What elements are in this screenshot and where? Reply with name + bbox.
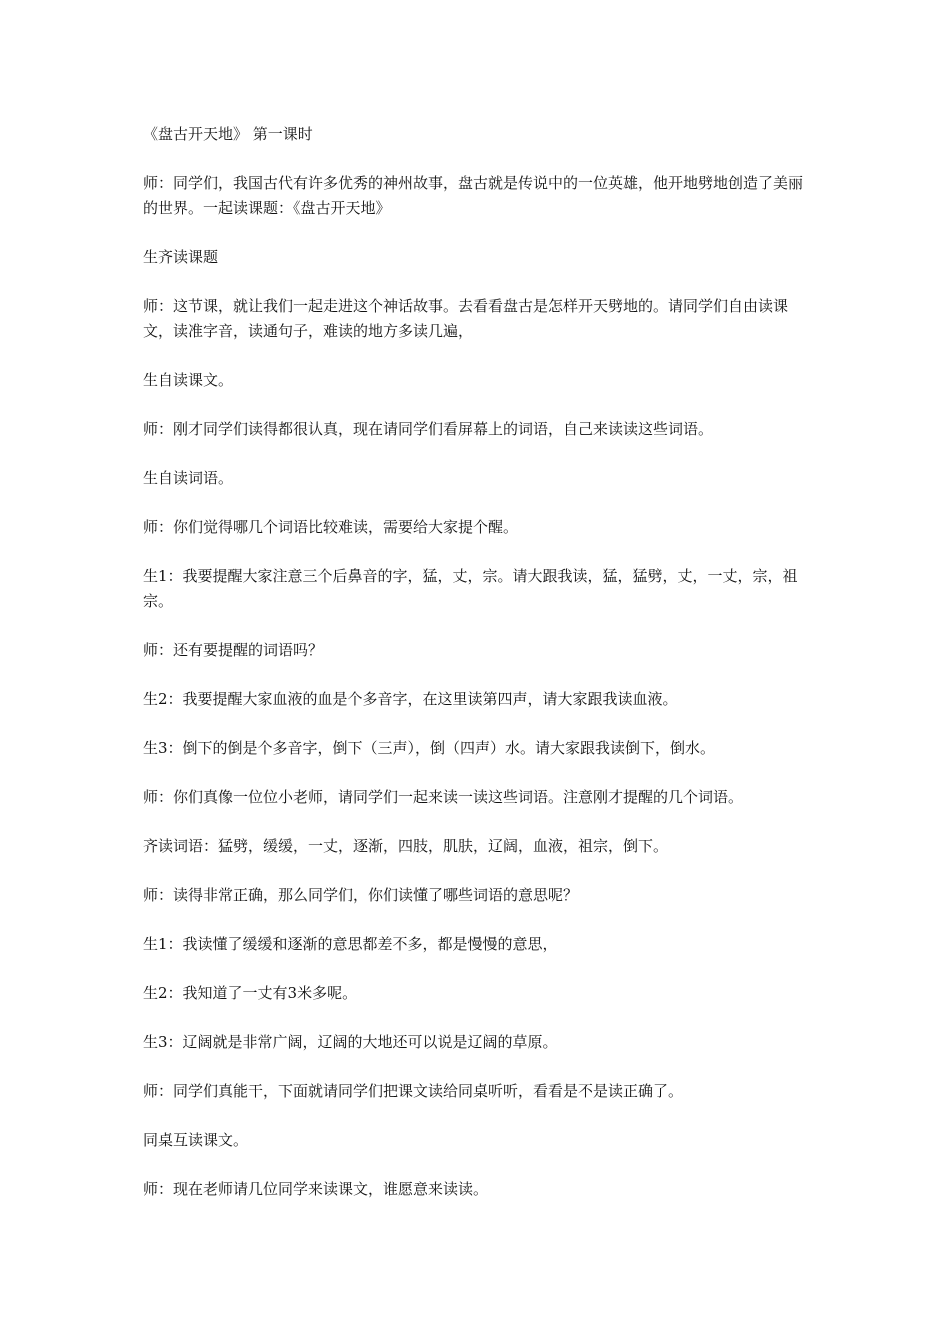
paragraph: 生自读词语。 <box>143 469 234 487</box>
paragraph: 生2：我要提醒大家血液的血是个多音字，在这里读第四声，请大家跟我读血液。 <box>143 690 678 708</box>
paragraph: 齐读词语：猛劈，缓缓，一丈，逐渐，四肢，肌肤，辽阔，血液，祖宗，倒下。 <box>143 837 669 855</box>
paragraph: 同桌互读课文。 <box>143 1131 249 1149</box>
document-title: 《盘古开天地》 第一课时 <box>143 125 313 143</box>
paragraph: 师：同学们，我国古代有许多优秀的神州故事，盘古就是传说中的一位英雄，他开地劈地创造了美丽的世界。一起读课题：《盘古开天地》 <box>143 174 804 217</box>
paragraph: 师：现在老师请几位同学来读课文，谁愿意来读读。 <box>143 1180 489 1198</box>
paragraph: 师：读得非常正确，那么同学们，你们读懂了哪些词语的意思呢？ <box>143 886 579 904</box>
paragraph: 生3：倒下的倒是个多音字，倒下（三声），倒（四声）水。请大家跟我读倒下，倒水。 <box>143 739 716 757</box>
paragraph: 生3：辽阔就是非常广阔，辽阔的大地还可以说是辽阔的草原。 <box>143 1033 558 1051</box>
paragraph: 生齐读课题 <box>143 248 219 266</box>
paragraph: 师：你们觉得哪几个词语比较难读，需要给大家提个醒。 <box>143 518 519 536</box>
paragraph: 师：还有要提醒的词语吗？ <box>143 641 324 659</box>
paragraph: 师：这节课，就让我们一起走进这个神话故事。去看看盘古是怎样开天劈地的。请同学们自由读课文，读准字音，读通句子，难读的地方多读几遍， <box>143 297 789 340</box>
document-body <box>143 122 813 1226</box>
paragraph: 师：你们真像一位位小老师，请同学们一起来读一读这些词语。注意刚才提醒的几个词语。 <box>143 788 744 806</box>
paragraph: 生1：我要提醒大家注意三个后鼻音的字，猛，丈，宗。请大跟我读，猛，猛劈，丈，一丈，宗，祖宗。 <box>143 567 798 610</box>
paragraph: 生自读课文。 <box>143 371 234 389</box>
paragraph: 师：同学们真能干，下面就请同学们把课文读给同桌听听，看看是不是读正确了。 <box>143 1082 684 1100</box>
paragraph: 生1：我读懂了缓缓和逐渐的意思都差不多，都是慢慢的意思， <box>143 935 558 953</box>
paragraph: 师：刚才同学们读得都很认真，现在请同学们看屏幕上的词语，自己来读读这些词语。 <box>143 420 714 438</box>
paragraph: 生2：我知道了一丈有3米多呢。 <box>143 984 358 1002</box>
